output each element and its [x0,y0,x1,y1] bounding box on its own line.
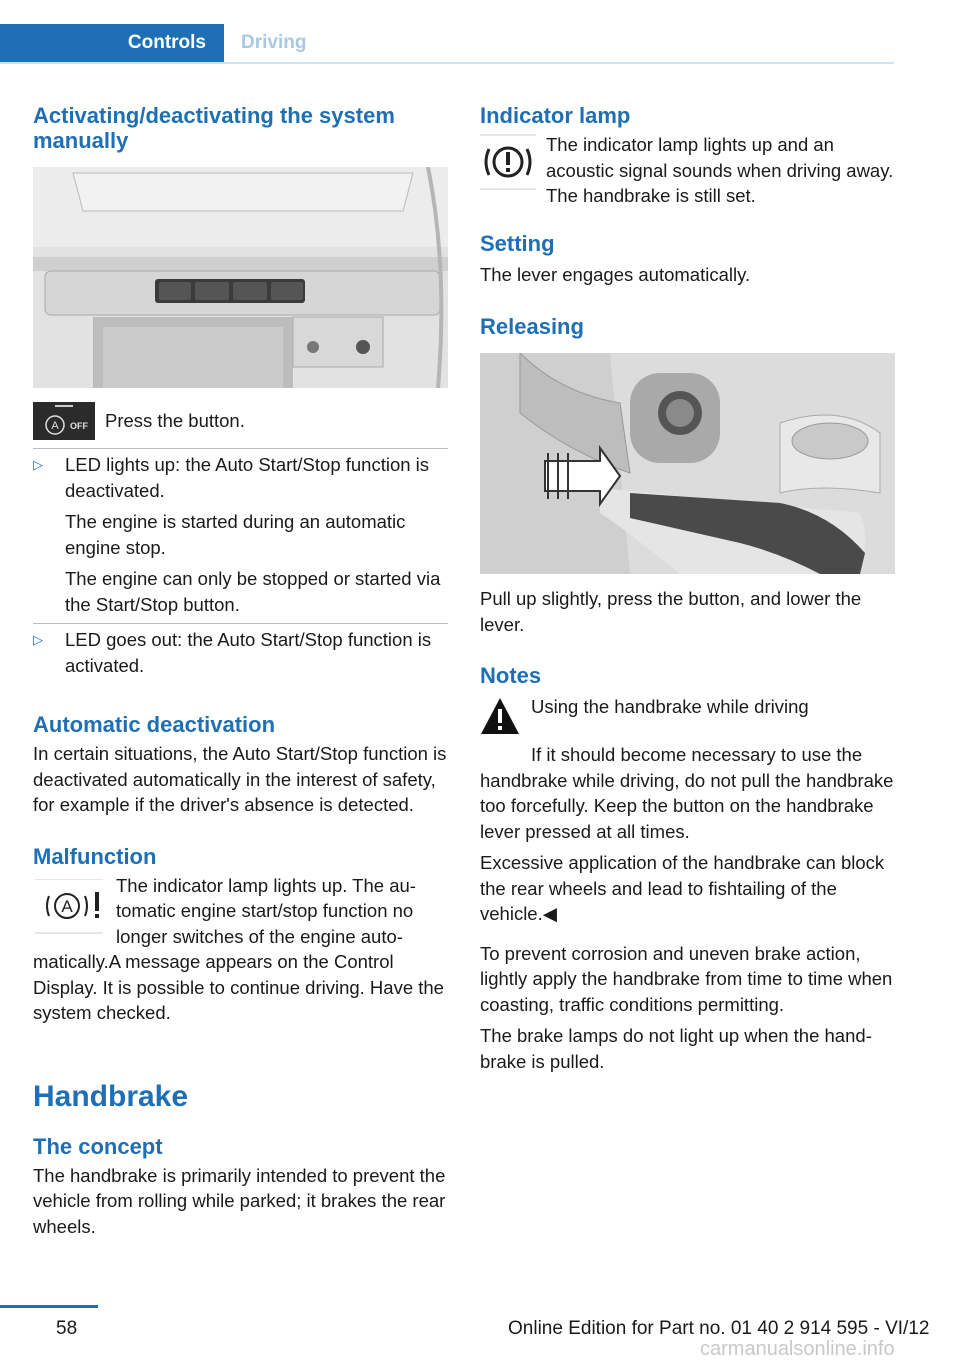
tab-controls[interactable]: Controls [0,24,224,62]
brake-lamps-text: The brake lamps do not light up when the handbrake is pulled. [480,1025,872,1072]
automatic-deactivation-heading: Automatic deactivation [33,712,276,737]
warning-title: Using the handbrake while driving [531,696,809,717]
warning-block [480,694,896,736]
page-number: 58 [56,1318,78,1339]
handbrake-lever-image [480,353,895,574]
tab-driving[interactable]: Driving [241,32,307,53]
divider [33,623,448,624]
auto-start-stop-off-button-icon [33,402,95,440]
concept-text: The handbrake is primarily intended to prevent the vehicle from rolling while parked; it brakes the rear wheels. [33,1164,446,1237]
online-edition-note: Online Edition for Part no. 01 40 2 914 595 - VI/12 [508,1318,930,1339]
press-button-text: Press the button. [105,410,245,432]
right-column [480,100,896,1074]
press-button-line [33,402,448,440]
releasing-text: Pull up slightly, press the button, and lower the lever. [480,588,862,635]
watermark: carmanualsonline.info [700,1338,895,1360]
bullet-text: LED lights up: the Auto Start/Stop function is deactivated. [65,454,430,501]
setting-heading: Setting [480,230,555,256]
indicator-lamp-block [480,132,896,209]
warning-text: If it should become necessary to use the handbrake while driving, do not pull the handbrake too forcefully. Keep the button on the handbrake lever pressed at all times. [480,744,894,842]
bullet-text: LED goes out: the Auto Start/Stop function is activated. [65,629,432,676]
list-item [33,452,448,617]
automatic-deactivation-text: In certain situations, the Auto Start/Stop function is deactivated automatically in the interest of safety, for example if the driver's absence is detected. [33,743,447,815]
setting-text: The lever engages automatically. [480,263,751,285]
warning-triangle-icon [480,696,520,736]
notes-heading: Notes [480,663,542,688]
triangle-bullet-icon: ▷ [33,457,43,472]
handbrake-warning-lamp-icon [480,134,536,190]
svg-text:OFF: OFF [70,421,88,431]
left-column [33,100,448,1239]
excessive-text: Excessive application of the handbrake can block the rear wheels and lead to fishtailing of the vehicle.◀ [480,852,885,924]
svg-text:A: A [61,896,73,916]
auto-start-stop-warning-icon [33,879,105,934]
header-tabbar [0,24,894,64]
svg-text:A: A [51,420,59,432]
concept-heading: The concept [33,1133,163,1159]
handbrake-heading: Handbrake [33,1079,189,1113]
corrosion-text: To prevent corrosion and uneven brake action, lightly apply the handbrake from time to time when coasting, traffic conditions permitting. [480,942,893,1015]
manual-heading: Activating/deactivating the system manually [33,103,395,153]
releasing-heading: Releasing [480,314,584,339]
malfunction-heading: Malfunction [33,843,157,869]
center-console-buttons-image [33,167,448,388]
divider [33,448,448,449]
bullet-subtext: The engine can only be stopped or started via the Start/Stop button. [65,568,441,615]
indicator-lamp-heading: Indicator lamp [480,103,631,128]
malfunction-text-b: matically.A message appears on the Control Display. It is possible to continue driving. Have the system checked. [33,951,444,1023]
malfunction-text-a: The indicator lamp lights up. The automatic engine start/stop function no longer switches of the engine auto- [116,874,416,947]
triangle-bullet-icon: ▷ [33,632,43,647]
indicator-lamp-text: The indicator lamp lights up and an acoustic signal sounds when driving away. The handbrake is still set. [546,134,894,206]
bullet-subtext: The engine is started during an automatic engine stop. [65,511,406,558]
list-item [33,627,448,678]
malfunction-block [33,873,448,950]
footer-rule [0,1305,98,1308]
